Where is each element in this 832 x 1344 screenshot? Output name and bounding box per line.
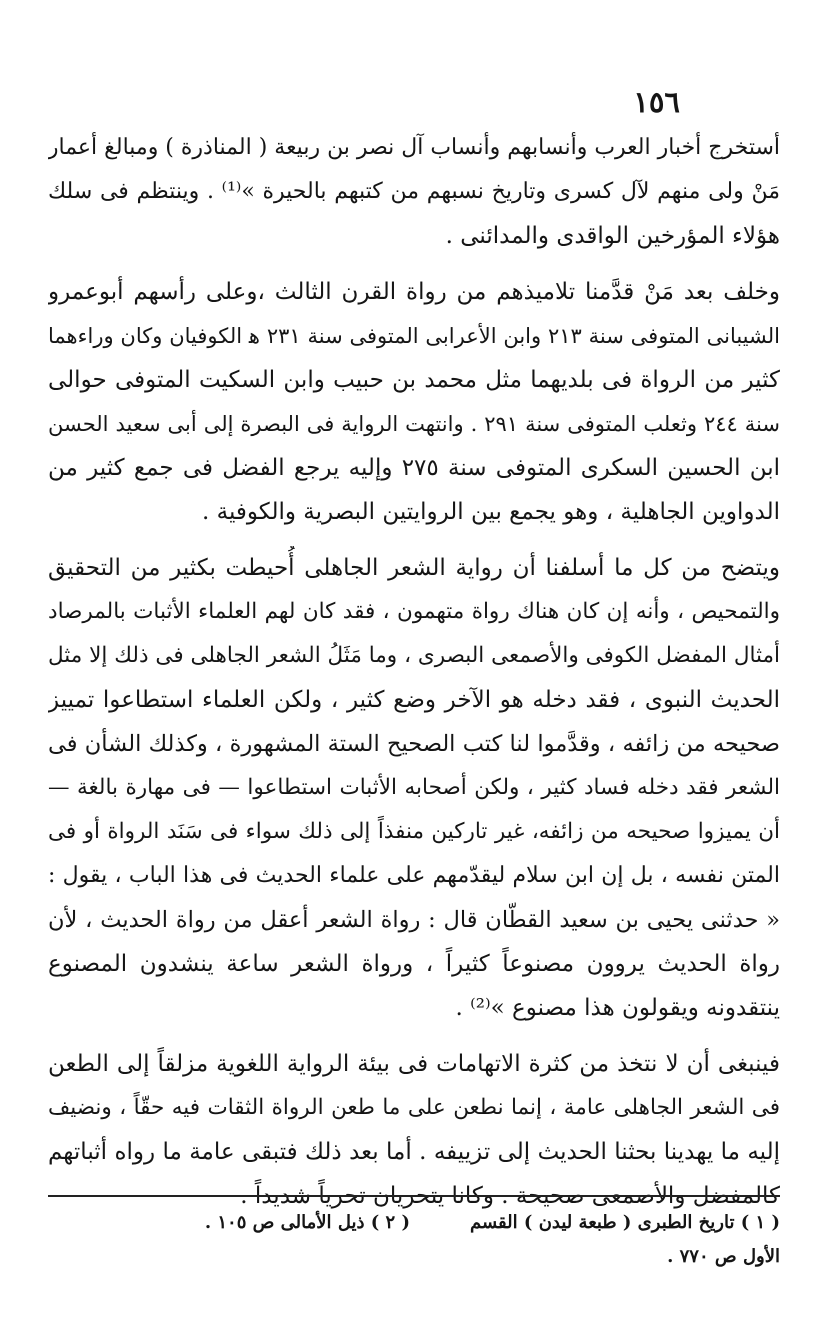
text-line: والتمحيص ، وأنه إن كان هناك رواة متهمون ، فقد كان لهم العلماء الأثبات بالمرصاد <box>48 599 780 624</box>
text-line: ويتضح من كل ما أسلفنا أن رواية الشعر الجاهلى أُحيطت بكثير من التحقيق <box>48 555 780 581</box>
paragraph-gap <box>48 534 780 546</box>
text-line: الشيبانى المتوفى سنة ٢١٣ وابن الأعرابى المتوفى سنة ٢٣١ ﻫ الكوفيان وكان وراءهما <box>48 324 780 348</box>
text-line: سنة ٢٤٤ وثعلب المتوفى سنة ٢٩١ . وانتهت الرواية فى البصرة إلى أبى سعيد الحسن <box>48 412 780 436</box>
text-line: كالمفضل والأصمعى صحيحة . وكانا يتحريان تحرياً شديداً . <box>240 1183 780 1209</box>
text-line: رواة الحديث يروون مصنوعاً كثيراً ، ورواة الشعر ساعة ينشدون المصنوع <box>48 951 780 977</box>
footnote-1: ( ١ ) تاريخ الطبرى ( طبعة ليدن ) القسم <box>470 1212 780 1233</box>
body-text <box>48 126 780 1218</box>
text-line: « حدثنى يحيى بن سعيد القطّان قال : رواة الشعر أعقل من رواة الحديث ، لأن <box>48 907 780 933</box>
footnote-1-continuation: الأول ص ٧٧٠ . <box>667 1246 780 1267</box>
text-line: فينبغى أن لا نتخذ من كثرة الاتهامات فى بيئة الرواية اللغوية مزلقاً إلى الطعن <box>48 1051 780 1077</box>
text-line: الدواوين الجاهلية ، وهو يجمع بين الروايتين البصرية والكوفية . <box>202 499 780 525</box>
text-line: الحديث النبوى ، فقد دخله هو الآخر وضع كثير ، ولكن العلماء استطاعوا تمييز <box>48 687 780 713</box>
paragraph-gap <box>48 258 780 270</box>
text-line: هؤلاء المؤرخين الواقدى والمدائنى . <box>445 223 780 249</box>
text-line: أستخرج أخبار العرب وأنسابهم وأنساب آل نصر بن ربيعة ( المناذرة ) ومبالغ أعمار <box>48 135 780 160</box>
text-line: الشعر فقد دخله فساد كثير ، ولكن أصحابه الأثبات استطاعوا — فى مهارة بالغة — <box>48 775 780 800</box>
text-line: المتن نفسه ، بل إن ابن سلام ليقدّمهم على علماء الحديث فى هذا الباب ، يقول : <box>48 863 780 888</box>
footnote-divider <box>48 1195 780 1197</box>
paragraph-gap <box>48 1030 780 1042</box>
text-line: فى الشعر الجاهلى عامة ، إنما نطعن على ما طعن الرواة الثقات فيه حقّاً ، ونضيف <box>48 1095 780 1120</box>
text-line: وخلف بعد مَنْ قدَّمنا تلاميذهم من رواة القرن الثالث ،وعلى رأسهم أبوعمرو <box>48 279 780 305</box>
footnote-2: ( ٢ ) ذيل الأمالى ص ١٠٥ . <box>204 1212 410 1233</box>
text-line: كثير من الرواة فى بلديهما مثل محمد بن حبيب وابن السكيت المتوفى حوالى <box>48 367 780 393</box>
text-line: صحيحه من زائفه ، وقدَّموا لنا كتب الصحيح الستة المشهورة ، وكذلك الشأن فى <box>48 731 780 757</box>
text-line: أن يميزوا صحيحه من زائفه، غير تاركين منفذاً إلى ذلك سواء فى سَنَد الرواة أو فى <box>48 819 780 844</box>
page-number: ١٥٦ <box>633 85 680 119</box>
text-line: مَنْ ولى منهم لآل كسرى وتاريخ نسبهم من كتبهم بالحيرة »⁽¹⁾ . وينتظم فى سلك <box>48 179 780 204</box>
footnotes <box>48 1206 780 1274</box>
text-line: ابن الحسين السكرى المتوفى سنة ٢٧٥ وإليه يرجع الفضل فى جمع كثير من <box>48 455 780 481</box>
text-line: إليه ما يهدينا بحثنا الحديث إلى تزييفه . أما بعد ذلك فتبقى عامة ما رواه أثباتهم <box>48 1139 780 1165</box>
text-line: ينتقدونه ويقولون هذا مصنوع »⁽²⁾ . <box>455 995 780 1021</box>
text-line: أمثال المفضل الكوفى والأصمعى البصرى ، وما مَثَلُ الشعر الجاهلى فى ذلك إلا مثل <box>48 643 780 668</box>
